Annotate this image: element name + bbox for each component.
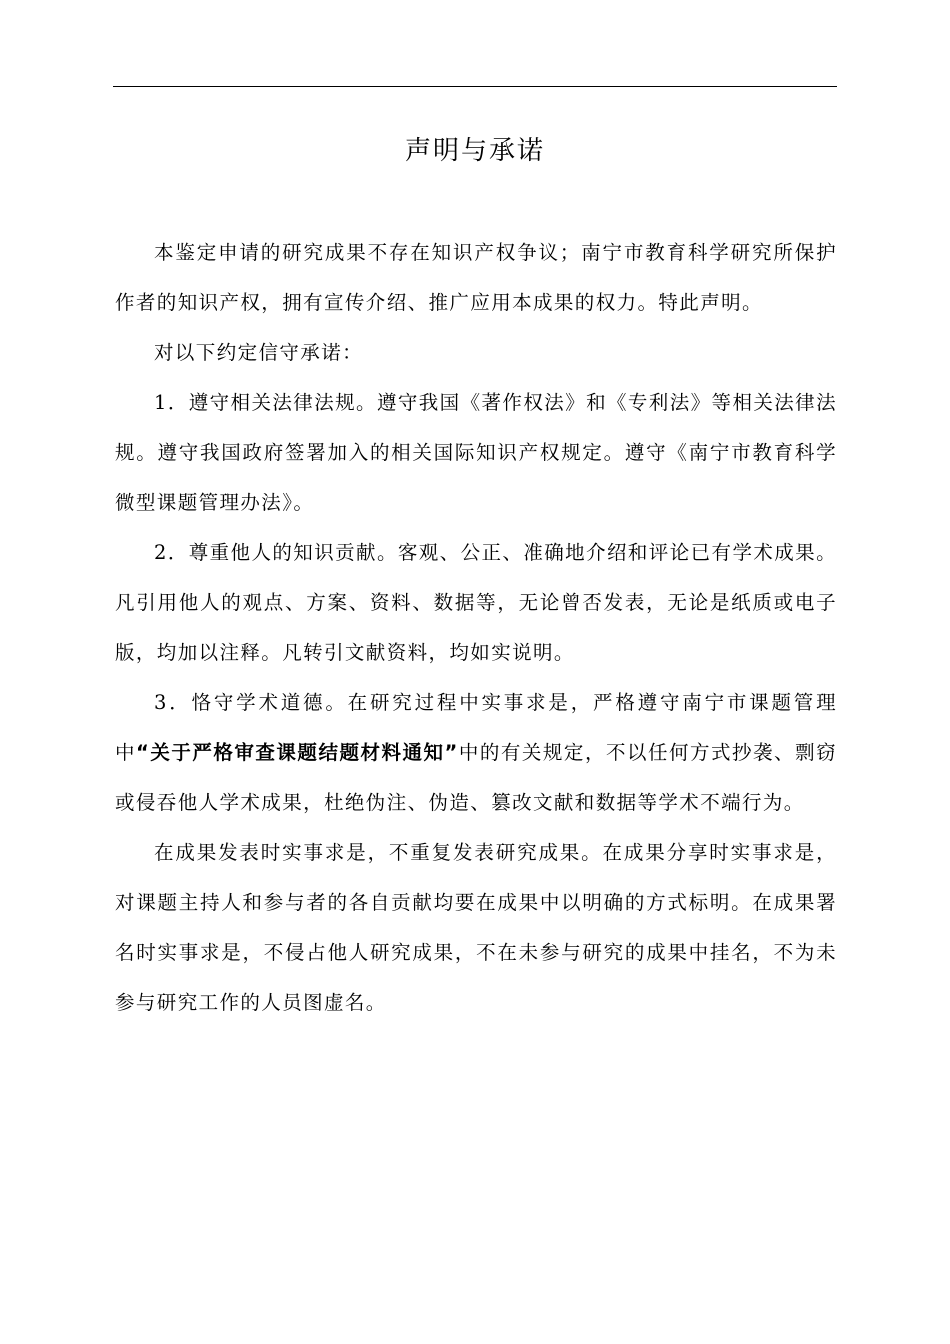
paragraph-commitment-2: 2．尊重他人的知识贡献。客观、公正、准确地介绍和评论已有学术成果。凡引用他人的观点、方案、资料、数据等，无论曾否发表，无论是纸质或电子版，均加以注释。凡转引文献资料，均如实说明。 <box>115 541 837 664</box>
commitment-3-text-end: 中的有关规定，不以任何方式抄袭、剽窃或侵吞他人学术成果，杜绝伪注、伪造、篡改文献和数据等学术不端行为。 <box>115 741 837 814</box>
commitment-3-text-start: 3．恪守学术道德。在研究过程中实事求是，严格遵守南宁市课题管理中 <box>115 691 837 764</box>
page-title: 声明与承诺 <box>404 136 545 166</box>
paragraph-publication-ethics: 在成果发表时实事求是，不重复发表研究成果。在成果分享时实事求是，对课题主持人和参与者的各自贡献均要在成果中以明确的方式标明。在成果署名时实事求是，不侵占他人研究成果，不在未参与研究的成果中挂名，不为未参与研究工作的人员图虚名。 <box>115 841 837 1014</box>
paragraph-commitment-3 <box>115 678 837 828</box>
header-rule <box>113 86 837 87</box>
paragraph-commitment-intro: 对以下约定信守承诺： <box>154 341 364 364</box>
paragraph-copyright-statement: 本鉴定申请的研究成果不存在知识产权争议；南宁市教育科学研究所保护作者的知识产权，拥有宣传介绍、推广应用本成果的权力。特此声明。 <box>115 241 837 314</box>
document-body <box>115 228 837 1028</box>
notice-title-emphasis: “关于严格审查课题结题材料通知” <box>136 741 459 764</box>
paragraph-commitment-1: 1．遵守相关法律法规。遵守我国《著作权法》和《专利法》等相关法律法规。遵守我国政府签署加入的相关国际知识产权规定。遵守《南宁市教育科学微型课题管理办法》。 <box>115 391 837 514</box>
